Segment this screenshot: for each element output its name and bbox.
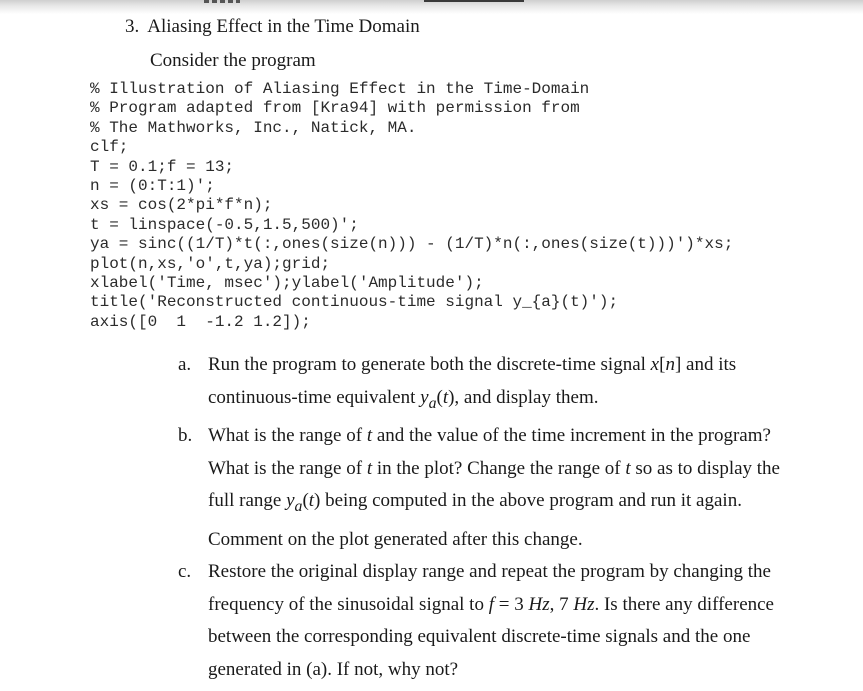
top-cropped-text-fragment [204,0,240,3]
question-line: Restore the original display range and repeat the program by changing the [208,561,771,583]
code-line: n = (0:T:1)'; [90,176,215,195]
code-line: t = linspace(-0.5,1.5,500)'; [90,215,359,234]
code-line: plot(n,xs,'o',t,ya);grid; [90,254,331,273]
question-letter: a. [178,354,192,375]
question-line: full range $y_a(t)$ being computed in the above program and run it again. [208,490,742,515]
question-line: Comment on the plot generated after this change. [208,528,583,550]
question-a [178,349,848,420]
question-line: What is the range of t in the plot? Change the range of t so as to display the [208,457,780,479]
question-letter: c. [178,561,192,583]
question-line: What is the range of t and the value of the time increment in the program? [208,424,771,446]
question-list [178,349,848,687]
top-cropped-rule [424,0,524,2]
top-edge-shadow [0,0,863,14]
section-intro: Consider the program [150,50,316,71]
question-line: Run the program to generate both the discrete-time signal x[n] and its [208,354,737,375]
code-line: clf; [90,138,129,157]
question-line: frequency of the sinusoidal signal to f = 3 Hz, 7 Hz. Is there any difference [208,593,774,615]
section-number: 3. [125,16,140,37]
question-line: between the corresponding equivalent discrete-time signals and the one [208,626,751,648]
code-line: T = 0.1;f = 13; [90,157,235,176]
section-heading [125,15,420,39]
code-block [90,80,733,332]
question-line: generated in (a). If not, why not? [208,658,459,680]
question-c [178,556,848,686]
code-line: axis([0 1 -1.2 1.2]); [90,312,311,331]
section-title: Aliasing Effect in the Time Domain [147,16,420,37]
code-line: title('Reconstructed continuous-time signal y_{a}(t)'); [90,293,619,312]
code-line: ya = sinc((1/T)*t(:,ones(size(n))) - (1/T)*n(:,ones(size(t)))')*xs; [90,235,734,254]
code-line: % Illustration of Aliasing Effect in the Time-Domain [90,80,590,98]
question-line: continuous-time equivalent $y_a(t)$, and display them. [208,386,599,412]
code-line: % Program adapted from [Kra94] with permission from [90,99,580,118]
code-line: xlabel('Time, msec');ylabel('Amplitude'); [90,273,484,292]
code-line: xs = cos(2*pi*f*n); [90,196,273,215]
question-b [178,420,848,556]
code-line: % The Mathworks, Inc., Natick, MA. [90,118,417,137]
question-letter: b. [178,424,193,446]
